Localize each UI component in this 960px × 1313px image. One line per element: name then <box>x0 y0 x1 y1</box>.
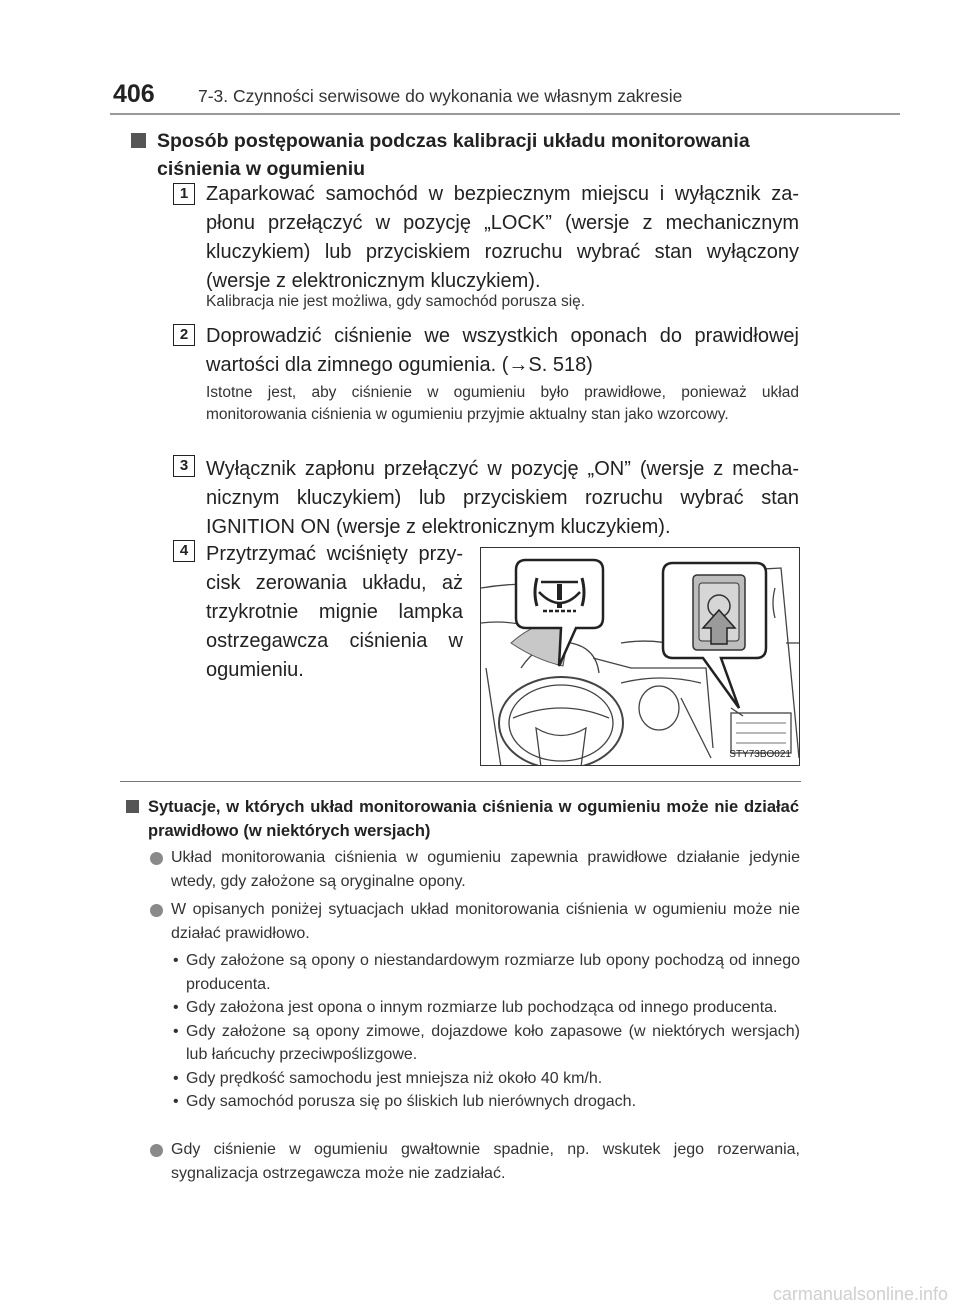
list-item-text: Układ monitorowania ciśnienia w ogumieniu zapewnia prawidłowe działanie jedynie wtedy, gdy założone są oryginalne opony. <box>171 849 800 890</box>
circle-bullet-icon <box>150 904 163 917</box>
circle-bullet-icon <box>150 1144 163 1157</box>
sub-bullet: • <box>173 1093 179 1110</box>
step-number-2: 2 <box>173 324 195 346</box>
sub-bullet: • <box>173 1022 179 1040</box>
sub-list-item-text: Gdy założone są opony o niestandardowym rozmiarze lub opony pochodzą od innego producenta. <box>186 952 800 993</box>
sub-list-item <box>171 1090 800 1114</box>
sub-bullet: • <box>173 952 179 969</box>
step-4-text: Przytrzymać wciśnięty przycisk zerowania układu, aż trzykrotnie mignie lampka ostrzegawcza ciśnienia w ogumieniu. <box>206 543 463 681</box>
header-rule <box>110 113 900 115</box>
sub-list-item-text: Gdy samochód porusza się po śliskich lub nierównych drogach. <box>186 1093 637 1110</box>
sub-list-item-text: Gdy założone są opony zimowe, dojazdowe koło zapasowe (w niektórych wersjach) lub łańcuchy przeciwpoślizgowe. <box>186 1022 800 1063</box>
dashboard-illustration <box>480 547 800 766</box>
sub-list-item <box>171 1020 800 1067</box>
figure-code: STY73BO021 <box>729 749 791 760</box>
step-3-text: Wyłącznik zapłonu przełączyć w pozycję „ON” (wersje z mechanicznym kluczykiem) lub przyciskiem rozruchu wybrać stan IGNITION ON (wersje z elektronicznym kluczykiem). <box>206 458 799 538</box>
list-item-text: Gdy ciśnienie w ogumieniu gwałtownie spadnie, np. wskutek jego rozerwania, sygnalizacja ostrzegawcza może nie zadziałać. <box>171 1141 800 1182</box>
square-bullet-icon <box>131 133 146 148</box>
sub-list <box>171 949 800 1114</box>
sub-list-item <box>171 949 800 996</box>
running-header: 7-3. Czynności serwisowe do wykonania we własnym zakresie <box>198 86 683 106</box>
section-title-calibration <box>131 127 801 183</box>
sub-bullet: • <box>173 999 179 1016</box>
step-number-1: 1 <box>173 183 195 205</box>
page-number: 406 <box>113 80 155 108</box>
step-1-text: Zaparkować samochód w bezpiecznym miejscu i wyłącznik zapłonu przełączyć w pozycję „LOCK” (wersje z mechanicznym kluczykiem) lub przyciskiem rozruchu wybrać stan wyłączony (wersje z elektronicznym kluczykiem). <box>206 183 799 292</box>
sub-list-item-text: Gdy prędkość samochodu jest mniejsza niż około 40 km/h. <box>186 1069 603 1087</box>
list-item-text: W opisanych poniżej sytuacjach układ monitorowania ciśnienia w ogumieniu może nie działać prawidłowo. <box>171 901 800 942</box>
step-number-4: 4 <box>173 540 195 562</box>
sub-list-item <box>171 1067 800 1091</box>
section-title-text: Sposób postępowania podczas kalibracji układu monitorowania ciśnienia w ogumieniu <box>157 130 750 180</box>
section-divider <box>120 781 801 782</box>
sub-bullet: • <box>173 1069 179 1087</box>
sub-list-item <box>171 996 800 1020</box>
watermark: carmanualsonline.info <box>772 1284 948 1304</box>
sub-list-item-text: Gdy założona jest opona o innym rozmiarze lub pochodząca od innego producenta. <box>186 999 778 1016</box>
circle-bullet-icon <box>150 852 163 865</box>
list-item <box>150 898 800 946</box>
step-2-note: Istotne jest, aby ciśnienie w ogumieniu było prawidłowe, ponieważ układ monitorowania ciśnienia w ogumieniu przyjmie aktualny stan jako wzorcowy. <box>206 384 799 423</box>
section-title-limitations <box>126 795 799 843</box>
step-number-3: 3 <box>173 455 195 477</box>
list-item <box>150 846 800 894</box>
dashboard-drawing <box>481 548 800 766</box>
step-2-text: Doprowadzić ciśnienie we wszystkich oponach do prawidłowej wartości dla zimnego ogumienia. (→S. 518) <box>206 325 799 376</box>
step-1-note: Kalibracja nie jest możliwa, gdy samochód porusza się. <box>206 293 586 310</box>
section-title-text: Sytuacje, w których układ monitorowania ciśnienia w ogumieniu może nie działać prawidłowo (w niektórych wersjach) <box>148 798 799 840</box>
square-bullet-icon <box>126 800 139 813</box>
list-item <box>150 1138 800 1186</box>
